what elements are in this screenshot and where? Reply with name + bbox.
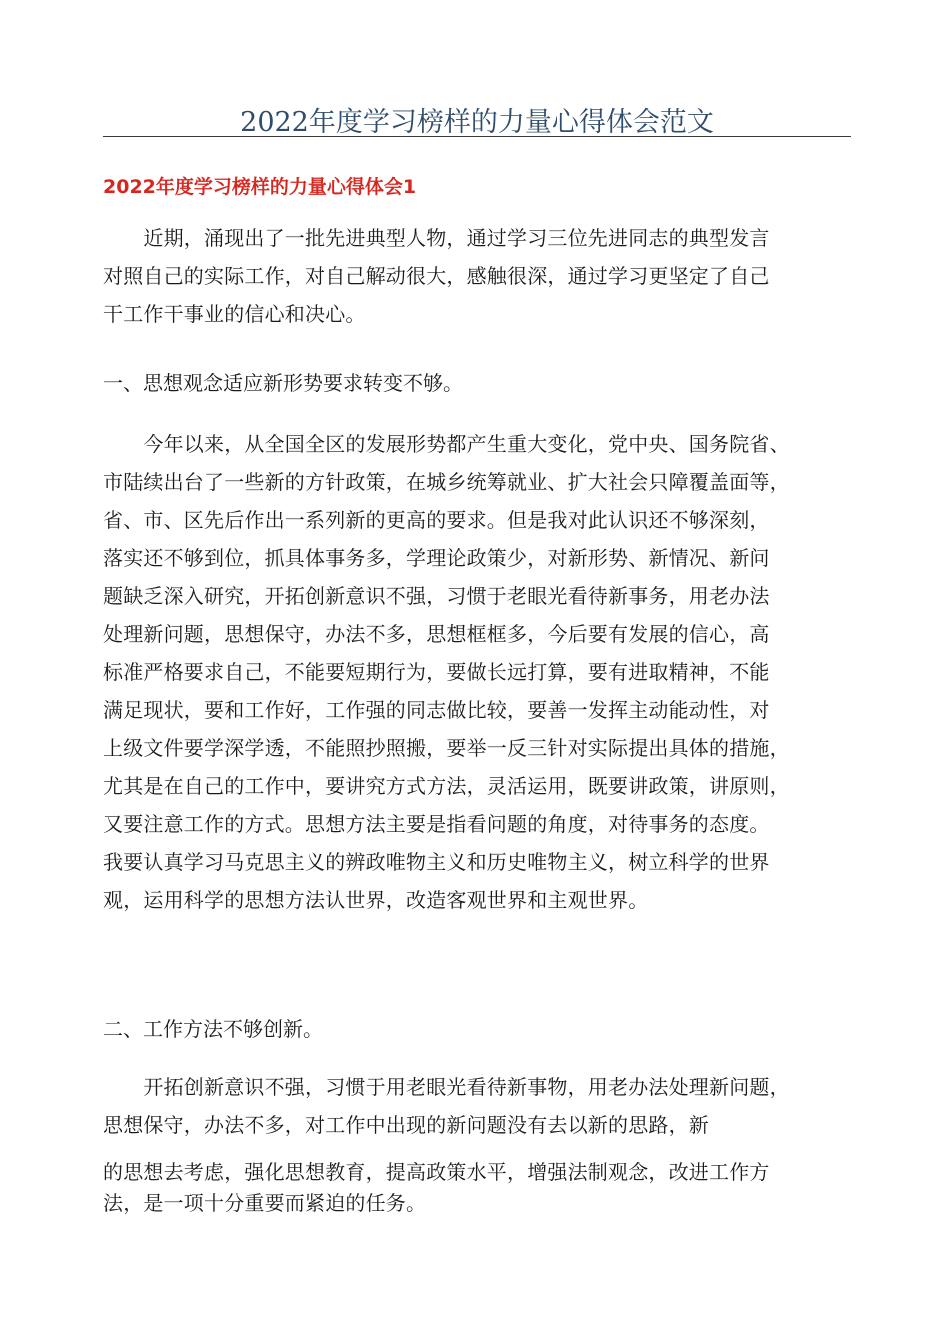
- paragraph-line: 上级文件要学深学透，不能照抄照搬，要举一反三针对实际提出具体的措施，: [103, 736, 790, 760]
- paragraph-line: 省、市、区先后作出一系列新的更高的要求。但是我对此认识还不够深刻，: [103, 508, 770, 532]
- paragraph-line: 近期，涌现出了一批先进典型人物，通过学习三位先进同志的典型发言: [103, 226, 770, 250]
- paragraph-line: 题缺乏深入研究，开拓创新意识不强，习惯于老眼光看待新事务，用老办法: [103, 584, 770, 608]
- intro-paragraph: [103, 219, 863, 333]
- title-underline: [103, 136, 851, 137]
- paragraph-line: 落实还不够到位，抓具体事务多，学理论政策少，对新形势、新情况、新问: [103, 546, 770, 570]
- paragraph-line: 的思想去考虑，强化思想教育，提高政策水平，增强法制观念，改进工作方: [103, 1160, 770, 1184]
- paragraph-line: 标准严格要求自己，不能要短期行为，要做长远打算，要有进取精神，不能: [103, 660, 770, 684]
- paragraph-line: 干工作干事业的信心和决心。: [103, 302, 366, 326]
- point-two-paragraph-b: [103, 1157, 863, 1219]
- paragraph-line: 尤其是在自己的工作中，要讲究方式方法，灵活运用，既要讲政策，讲原则，: [103, 774, 790, 798]
- paragraph-line: 对照自己的实际工作，对自己解动很大，感触很深，通过学习更坚定了自己: [103, 264, 770, 288]
- paragraph-line: 观，运用科学的思想方法认世界，改造客观世界和主观世界。: [103, 888, 649, 912]
- paragraph-line: 处理新问题，思想保守，办法不多，思想框框多，今后要有发展的信心，高: [103, 622, 770, 646]
- paragraph-line: 满足现状，要和工作好，工作强的同志做比较，要善一发挥主动能动性，对: [103, 698, 770, 722]
- paragraph-line: 法，是一项十分重要而紧迫的任务。: [103, 1191, 427, 1215]
- point-one-heading: 一、思想观念适应新形势要求转变不够。: [103, 371, 463, 395]
- section-heading: 2022年度学习榜样的力量心得体会1: [103, 176, 417, 198]
- point-two-heading: 二、工作方法不够创新。: [103, 1017, 323, 1041]
- paragraph-line: 市陆续出台了一些新的方针政策，在城乡统筹就业、扩大社会只障覆盖面等，: [103, 470, 790, 494]
- document-title: 2022年度学习榜样的力量心得体会范文: [240, 107, 714, 138]
- paragraph-line: 思想保守，办法不多，对工作中出现的新问题没有去以新的思路，新: [103, 1113, 709, 1137]
- point-two-paragraph-a: [103, 1068, 863, 1144]
- point-one-paragraph: [103, 425, 863, 919]
- paragraph-line: 又要注意工作的方式。思想方法主要是指看问题的角度，对待事务的态度。: [103, 812, 770, 836]
- paragraph-line: 开拓创新意识不强，习惯于用老眼光看待新事物，用老办法处理新问题，: [103, 1075, 790, 1099]
- paragraph-line: 我要认真学习马克思主义的辨政唯物主义和历史唯物主义，树立科学的世界: [103, 850, 770, 874]
- paragraph-line: 今年以来，从全国全区的发展形势都产生重大变化，党中央、国务院省、: [103, 432, 790, 456]
